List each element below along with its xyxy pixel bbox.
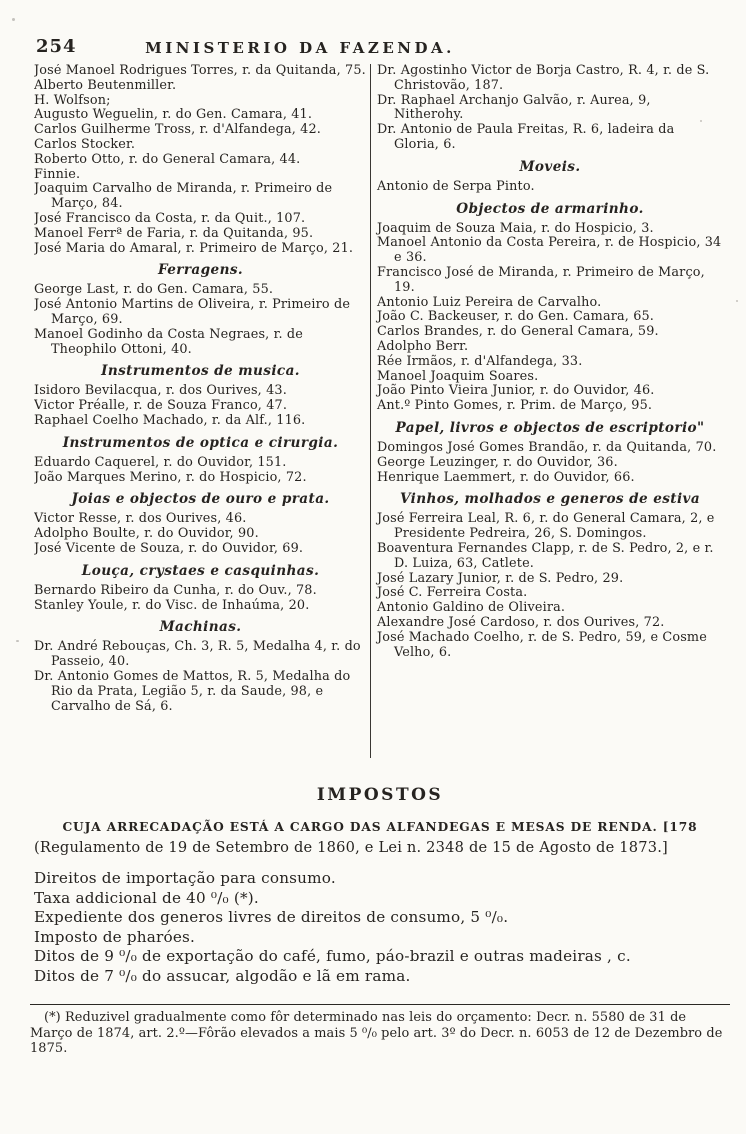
page-title: MINISTERIO DA FAZENDA. [145, 39, 455, 57]
directory-entry: Adolpho Berr. [377, 338, 469, 354]
directory-entry: Dr. Antonio de Paula Freitas, R. 6, ladeira da Gloria, 6. [377, 122, 675, 152]
directory-entry: Manoel Antonio da Costa Pereira, r. de Hospicio, 34 e 36. [377, 235, 722, 266]
directory-entry: José Antonio Martins de Oliveira, r. Primeiro de Março, 69. [34, 297, 351, 327]
directory-entry: João Marques Merino, r. do Hospicio, 72. [34, 469, 307, 485]
section-heading: Ferragens. [157, 262, 244, 279]
directory-entry: Alexandre José Cardoso, r. dos Ourives, 72. [377, 614, 665, 630]
directory-entry: George Leuzinger, r. do Ouvidor, 36. [377, 454, 618, 470]
directory-entry: José Maria do Amaral, r. Primeiro de Março, 21. [34, 240, 354, 256]
section-heading: Moveis. [519, 158, 581, 175]
directory-entry: Dr. Antonio Gomes de Mattos, R. 5, Medalha do Rio da Prata, Legião 5, r. da Saude, 98, e Carvalho de Sá, 6. [34, 668, 351, 714]
directory-entry: Carlos Stocker. [34, 136, 136, 152]
scan-speck [736, 300, 738, 302]
directory-entry: José Francisco da Costa, r. da Quit., 107. [34, 210, 306, 226]
directory-entry: Victor Préalle, r. de Souza Franco, 47. [34, 398, 288, 414]
directory-entry: Boaventura Fernandes Clapp, r. de S. Pedro, 2, e r. D. Luiza, 63, Catlete. [377, 540, 714, 571]
directory-entry: Joaquim de Souza Maia, r. do Hospicio, 3. [377, 220, 654, 236]
scan-speck [16, 640, 19, 642]
directory-entry: Antonio Galdino de Oliveira. [377, 600, 566, 616]
left-column [34, 64, 370, 758]
tax-line: Expediente dos generos livres de direitos de consumo, 5 ⁰/₀. [34, 908, 509, 927]
section-heading: Objectos de armarinho. [456, 200, 644, 217]
directory-entry: H. Wolfson; [34, 92, 111, 108]
tax-list [34, 869, 726, 987]
section-heading: Vinhos, molhados e generos de estiva [399, 491, 701, 508]
directory-entry: José Machado Coelho, r. de S. Pedro, 59, e Cosme Velho, 6. [377, 629, 707, 660]
directory-entry: Alberto Beutenmiller. [34, 77, 177, 93]
tax-line: Ditos de 7 ⁰/₀ do assucar, algodão e lã em rama. [34, 966, 411, 985]
directory-entry: Carlos Brandes, r. do General Camara, 59. [377, 324, 659, 340]
section-heading: Joias e objectos de ouro e prata. [71, 491, 330, 508]
directory-entry: Dr. Agostinho Victor de Borja Castro, R. 4, r. de S. Christovão, 187. [377, 64, 710, 93]
directory-entry: Manoel Ferrª de Faria, r. da Quitanda, 95. [34, 225, 314, 241]
directory-entry: Victor Resse, r. dos Ourives, 46. [34, 511, 247, 527]
directory-entry: Joaquim Carvalho de Miranda, r. Primeiro de Março, 84. [34, 181, 333, 212]
directory-entry: George Last, r. do Gen. Camara, 55. [34, 282, 274, 298]
directory-entry: Roberto Otto, r. do General Camara, 44. [34, 151, 301, 167]
directory-entry: João C. Backeuser, r. do Gen. Camara, 65. [377, 309, 655, 325]
scan-speck [700, 120, 702, 122]
directory-entry: Ant.º Pinto Gomes, r. Prim. de Março, 95. [377, 398, 653, 414]
directory-entry: Rée Irmãos, r. d'Alfandega, 33. [377, 353, 583, 369]
scan-speck [12, 18, 15, 21]
directory-entry: Dr. André Rebouças, Ch. 3, R. 5, Medalha 4, r. do Passeio, 40. [34, 639, 361, 670]
directory-entry: Stanley Youle, r. do Visc. de Inhaúma, 20. [34, 597, 310, 613]
impostos-title: IMPOSTOS [316, 785, 444, 805]
tax-line: Taxa addicional de 40 ⁰/₀ (*). [34, 888, 259, 907]
directory-entry: José Vicente de Souza, r. do Ouvidor, 69. [34, 540, 304, 556]
right-column [370, 64, 723, 758]
directory-entry: Augusto Weguelin, r. do Gen. Camara, 41. [34, 107, 313, 123]
section-heading: Papel, livros e objectos de escriptorio" [395, 419, 705, 436]
directory-entry: Manoel Godinho da Costa Negraes, r. de Theophilo Ottoni, 40. [34, 326, 303, 357]
directory-entry: José Lazary Junior, r. de S. Pedro, 29. [377, 570, 624, 586]
footnote-block [30, 1004, 730, 1057]
directory-columns [34, 64, 726, 758]
directory-entry: José C. Ferreira Costa. [377, 585, 528, 601]
section-heading: Machinas. [159, 619, 242, 636]
directory-entry: Raphael Coelho Machado, r. da Alf., 116. [34, 412, 306, 428]
directory-entry: Antonio Luiz Pereira de Carvalho. [377, 294, 602, 310]
directory-entry: João Pinto Vieira Junior, r. do Ouvidor, 46. [377, 383, 655, 399]
directory-entry: Finnie. [34, 166, 81, 182]
directory-entry: Eduardo Caquerel, r. do Ouvidor, 151. [34, 454, 287, 470]
footnote-text: (*) Reduzivel gradualmente como fôr determinado nas leis do orçamento: Decr. n. 5580 de 31 de Março de 1874, art. 2.º—Fôrão elevados a mais 5 ⁰/₀ pelo art. 3º do Decr. n. 6053 de 12 de Dezembro de 1875. [30, 1010, 723, 1057]
impostos-regulation: (Regulamento de 19 de Setembro de 1860, e Lei n. 2348 de 15 de Agosto de 1873.] [34, 839, 668, 856]
directory-entry: Henrique Laemmert, r. do Ouvidor, 66. [377, 469, 635, 485]
directory-entry: Manoel Joaquim Soares. [377, 368, 539, 384]
impostos-section [34, 785, 726, 987]
page-number: 254 [36, 36, 77, 57]
directory-entry: Dr. Raphael Archanjo Galvão, r. Aurea, 9, Nitherohy. [377, 92, 651, 123]
directory-entry: Bernardo Ribeiro da Cunha, r. do Ouv., 78. [34, 582, 317, 598]
directory-entry: Francisco José de Miranda, r. Primeiro de Março, 19. [377, 264, 705, 295]
directory-entry: Adolpho Boulte, r. do Ouvidor, 90. [34, 526, 259, 542]
tax-line: Direitos de importação para consumo. [34, 869, 336, 887]
section-heading: Instrumentos de optica e cirurgia. [62, 434, 339, 451]
directory-entry: Antonio de Serpa Pinto. [377, 178, 535, 194]
directory-entry: Isidoro Bevilacqua, r. dos Ourives, 43. [34, 383, 287, 399]
directory-entry: Carlos Guilherme Tross, r. d'Alfandega, 42. [34, 122, 321, 138]
directory-entry: Domingos José Gomes Brandão, r. da Quitanda, 70. [377, 439, 717, 455]
tax-line: Imposto de pharóes. [34, 927, 196, 946]
directory-entry: José Manoel Rodrigues Torres, r. da Quitanda, 75. [34, 64, 366, 78]
section-heading: Louça, crystaes e casquinhas. [81, 562, 320, 579]
tax-line: Ditos de 9 ⁰/₀ de exportação do café, fumo, páo-brazil e outras madeiras , c. [34, 947, 631, 966]
impostos-subtitle: CUJA ARRECADAÇÃO ESTÁ A CARGO DAS ALFANDEGAS E MESAS DE RENDA. [178 [62, 820, 698, 834]
directory-entry: José Ferreira Leal, R. 6, r. do General Camara, 2, e Presidente Pedreira, 26, S. Domingos. [377, 511, 715, 542]
section-heading: Instrumentos de musica. [101, 363, 300, 380]
